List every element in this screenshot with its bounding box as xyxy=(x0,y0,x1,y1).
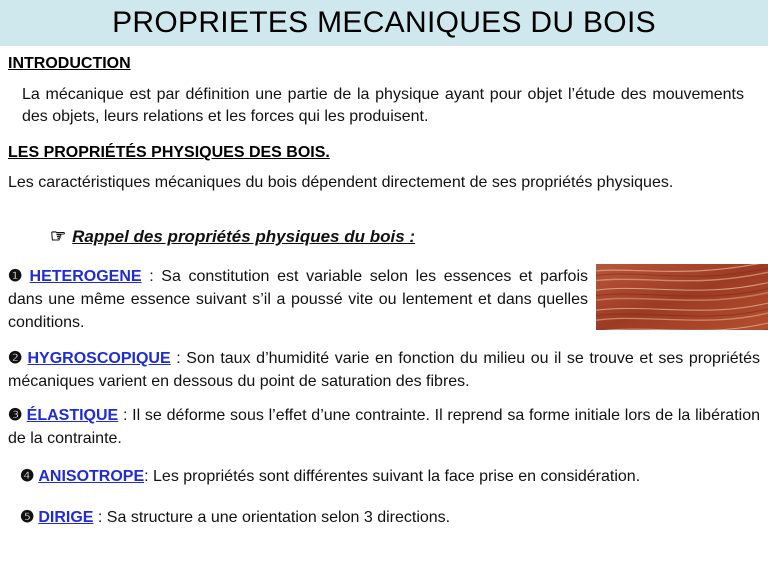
rappel-text: Rappel des propriétés physiques du bois : xyxy=(72,227,416,246)
item-text: : Sa constitution est variable selon les essences et parfois dans une même essence suivant s’il a poussé vite ou lentement et dans quelles conditions. xyxy=(8,268,588,331)
rappel-line xyxy=(50,226,415,247)
intro-text: La mécanique est par définition une partie de la physique ayant pour objet l’étude des mouvements des objets, leurs relations et les forces qui les produisent. xyxy=(22,86,744,125)
item-number: ❹ xyxy=(20,468,35,485)
intro-heading: INTRODUCTION xyxy=(8,55,131,72)
keyword-elastique: ÉLASTIQUE xyxy=(26,407,119,424)
wood-grain-image xyxy=(596,264,768,330)
item-text: : Il se déforme sous l’effet d’une contrainte. Il reprend sa forme initiale lors de la libération de la contrainte. xyxy=(8,407,761,447)
pointing-hand-icon: ☞ xyxy=(50,226,67,246)
property-item-dirige xyxy=(20,506,765,529)
physical-heading: LES PROPRIÉTÉS PHYSIQUES DES BOIS. xyxy=(8,144,330,161)
property-item-anisotrope xyxy=(20,465,765,488)
item-number: ❸ xyxy=(8,407,23,424)
item-text: : Les propriétés sont différentes suivant la face prise en considération. xyxy=(144,468,641,485)
property-item-heterogene xyxy=(8,265,588,334)
physical-text: Les caractéristiques mécaniques du bois dépendent directement de ses propriétés physiques. xyxy=(8,174,674,191)
keyword-heterogene: HETEROGENE xyxy=(29,268,142,285)
page-title: PROPRIETES MECANIQUES DU BOIS xyxy=(112,6,656,39)
item-number: ❺ xyxy=(20,509,35,526)
title-bar xyxy=(0,0,768,46)
item-text: : Son taux d’humidité varie en fonction du milieu ou il se trouve et ses propriétés mécaniques varient en dessous du point de saturation des fibres. xyxy=(8,350,760,390)
item-text: : Sa structure a une orientation selon 3 directions. xyxy=(93,509,451,526)
keyword-hygroscopique: HYGROSCOPIQUE xyxy=(27,350,171,367)
property-item-elastique xyxy=(8,404,760,450)
item-number: ❶ xyxy=(8,268,26,285)
property-item-hygroscopique xyxy=(8,347,760,393)
keyword-anisotrope: ANISOTROPE xyxy=(38,468,145,485)
keyword-dirige: DIRIGE xyxy=(38,509,94,526)
item-number: ❷ xyxy=(8,350,24,367)
